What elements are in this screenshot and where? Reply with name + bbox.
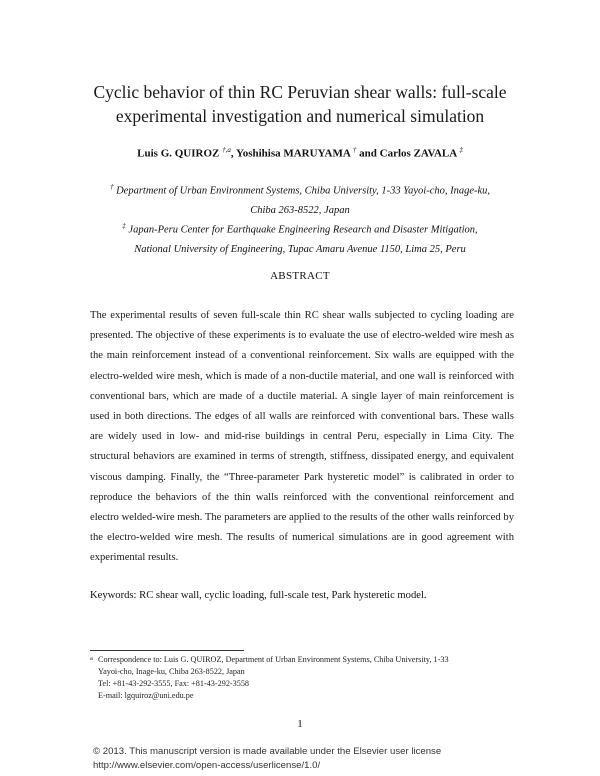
affiliation-line: Department of Urban Environment Systems, Chiba University, 1-33 Yayoi-cho, Inage-ku, (116, 185, 491, 197)
footnote-email: E-mail: lgquiroz@uni.edu.pe (98, 691, 194, 700)
keywords: Keywords: RC shear wall, cyclic loading, full-scale test, Park hysteretic model. (90, 590, 427, 601)
footnote-divider (90, 650, 244, 651)
affiliation-2 (60, 217, 540, 259)
author-affiliation-mark: ‡ (459, 146, 463, 154)
footnote-mark: a (90, 655, 93, 662)
affiliation-line: National University of Engineering, Tupac Amaru Avenue 1150, Lima 25, Peru (134, 243, 466, 255)
affiliation-mark: † (109, 183, 114, 191)
affiliation-line: Japan-Peru Center for Earthquake Engineering Research and Disaster Mitigation, (128, 224, 478, 236)
author-list (40, 142, 560, 162)
author-affiliation-mark: † (352, 146, 357, 154)
author-name: Yoshihisa MARUYAMA (235, 147, 351, 160)
author-separator: and (356, 147, 380, 160)
title-line-1: Cyclic behavior of thin RC Peruvian shear walls: full-scale (93, 82, 507, 102)
affiliation-line: Chiba 263-8522, Japan (250, 204, 350, 216)
abstract-text: The experimental results of seven full-scale thin RC shear walls subjected to cycling loading are presented. The objective of these experiments is to evaluate the use of electro-welded wire mesh as the main reinforcement instead of a conventional reinforcement. Six walls are equipped with the electro-welded wire mesh, which is made of a non-ductile material, and one wall is reinforced with conventional bars, which are made of a ductile material. A single layer of main reinforcement is used in both directions. The edges of all walls are reinforced with conventional bars. These walls are widely used in low- and mid-rise buildings in central Peru, especially in Lima City. The structural behaviors are examined in terms of strength, stiffness, dissipated energy, and equivalent viscous damping. Finally, the “Three-parameter Park hysteretic model” is calibrated in order to reproduce the behaviors of the thin walls reinforced with the conventional reinforcement and electro welded-wire mesh. The parameters are applied to the results of the other walls reinforced by the electro-welded wire mesh. The results of numerical simulations are in good agreement with experimental results. (90, 310, 514, 564)
abstract-heading: ABSTRACT (270, 270, 330, 282)
author-separator: , (230, 147, 236, 160)
footnote-line: Correspondence to: Luis G. QUIROZ, Department of Urban Environment Systems, Chiba University, 1-33 (98, 655, 449, 664)
license-url[interactable]: http://www.elsevier.com/open-access/userlicense/1.0/ (93, 760, 321, 771)
license-notice (93, 745, 513, 773)
author-affiliation-mark: †,a (222, 146, 231, 154)
affiliation-mark: ‡ (122, 222, 126, 230)
page-number: 1 (297, 718, 303, 730)
author-name: Carlos ZAVALA (379, 147, 457, 160)
footnote-line: Tel: +81-43-292-3555, Fax: +81-43-292-3558 (98, 679, 250, 688)
author-name: Luis G. QUIROZ (137, 147, 220, 160)
affiliation-1 (60, 178, 540, 220)
license-copyright: © 2013. This manuscript version is made available under the Elsevier user license (93, 746, 442, 757)
footnote-line: Yayoi-cho, Inage-ku, Chiba 263-8522, Japan (98, 667, 245, 676)
title-line-2: experimental investigation and numerical simulation (115, 106, 485, 126)
paper-title (40, 80, 560, 128)
correspondence-footnote (90, 654, 520, 702)
